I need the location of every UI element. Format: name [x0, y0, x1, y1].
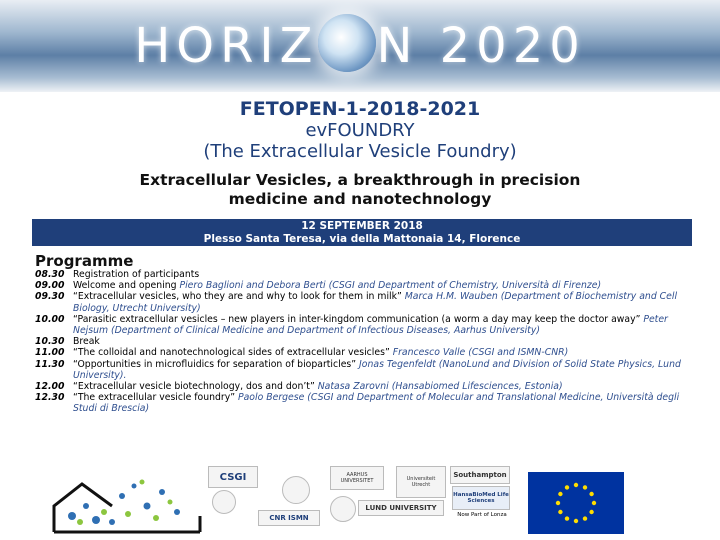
event-date: 12 SEPTEMBER 2018: [301, 220, 423, 232]
programme-time: 08.30: [35, 269, 65, 280]
programme-time: 09.30: [35, 291, 65, 303]
programme-speaker: Francesco Valle (CSGI and ISMN-CNR): [392, 347, 569, 359]
programme-speaker: Paolo Bergese (CSGI and Department of Molecular and Translational Medicine, Università degli Studi di Brescia): [73, 392, 680, 415]
programme-title: Welcome and opening: [73, 280, 180, 292]
lund-seal-icon: [330, 496, 356, 522]
subtitle-line-1: Extracellular Vesicles, a breakthrough in precision: [139, 171, 581, 189]
programme-description: [73, 347, 690, 358]
university-florence-seal-icon: [212, 490, 236, 514]
programme-list: [35, 269, 690, 415]
banner-title: [0, 18, 720, 74]
house-vesicles-icon: [52, 476, 202, 534]
programme-item: [35, 314, 690, 336]
programme-item: [35, 269, 690, 280]
programme-title: “Extracellular vesicles, who they are and why to look for them in milk”: [73, 291, 405, 303]
programme-time: 11.00: [35, 347, 65, 359]
programme-time: 10.30: [35, 336, 65, 348]
programme-time: 12.30: [35, 392, 65, 404]
programme-description: [73, 269, 690, 280]
programme-time: 09.00: [35, 280, 65, 292]
programme-item: [35, 280, 690, 291]
project-name: evFOUNDRY: [305, 120, 415, 141]
programme-description: [73, 392, 690, 414]
programme-description: [73, 381, 690, 392]
hansabiomed-tagline: Now Part of Lonza: [457, 512, 507, 518]
programme-description: [73, 336, 690, 347]
banner-title-right: N 2020: [376, 18, 586, 74]
programme-item: [35, 347, 690, 358]
programme-speaker: Natasa Zarovni (Hansabiomed Lifesciences, Estonia): [317, 381, 563, 393]
eu-flag: [528, 472, 624, 534]
programme-title: “The colloidal and nanotechnological sides of extracellular vesicles”: [73, 347, 393, 359]
university-brescia-seal-icon: [282, 476, 310, 504]
cnr-ismn-logo: CNR ISMN: [258, 510, 320, 526]
programme-description: [73, 314, 690, 336]
horizon-banner: [0, 0, 720, 92]
programme-title: “The extracellular vesicle foundry”: [73, 392, 238, 404]
programme-speaker: Peter Nejsum (Department of Clinical Medicine and Department of Infectious Diseases, Aarhus University): [73, 313, 668, 337]
programme-item: [35, 359, 690, 381]
event-venue: Plesso Santa Teresa, via della Mattonaia 14, Florence: [203, 232, 521, 245]
programme-item: [35, 291, 690, 313]
csgi-logo: CSGI: [208, 466, 258, 488]
aarhus-logo: AARHUS UNIVERSITET: [330, 466, 384, 490]
programme-item: [35, 336, 690, 347]
programme-speaker: Piero Baglioni and Debora Berti (CSGI and Department of Chemistry, Università di Firenze): [179, 280, 602, 292]
programme-title: Break: [73, 336, 100, 348]
hansabiomed-logo: HansaBioMed Life Sciences: [452, 486, 510, 510]
project-full-name: (The Extracellular Vesicle Foundry): [203, 141, 517, 162]
programme-time: 12.00: [35, 381, 65, 393]
southampton-logo: Southampton: [450, 466, 510, 484]
programme-title: “Parasitic extracellular vesicles – new players in inter-kingdom communication (a worm a day may keep the doctor away”: [73, 313, 644, 325]
event-info-bar: [32, 219, 692, 246]
eu-stars-icon: [528, 472, 624, 534]
programme-item: [35, 392, 690, 414]
event-subtitle: [0, 171, 720, 209]
programme-title: “Opportunities in microfluidics for separation of bioparticles”: [73, 358, 360, 370]
programme-speaker: Marca H.M. Wauben (Department of Biochemistry and Cell Biology, Utrecht University): [73, 291, 678, 314]
programme-title: Registration of participants: [73, 269, 200, 280]
lund-logo: LUND UNIVERSITY: [358, 500, 444, 516]
call-id: FETOPEN-1-2018-2021: [239, 98, 481, 120]
programme-description: [73, 280, 690, 291]
programme-heading: Programme: [35, 252, 134, 270]
programme-description: [73, 359, 690, 381]
programme-description: [73, 291, 690, 313]
utrecht-logo: Universiteit Utrecht: [396, 466, 446, 498]
programme-item: [35, 381, 690, 392]
banner-title-left: HORIZ: [134, 18, 319, 74]
programme-speaker: Jonas Tegenfeldt (NanoLund and Division of Solid State Physics, Lund University).: [73, 358, 681, 381]
programme-time: 11.30: [35, 358, 65, 370]
subtitle-line-2: medicine and nanotechnology: [228, 190, 492, 208]
programme-title: “Extracellular vesicle biotechnology, dos and don’t”: [73, 381, 318, 393]
programme-time: 10.00: [35, 313, 65, 325]
logo-footer: [0, 458, 720, 540]
